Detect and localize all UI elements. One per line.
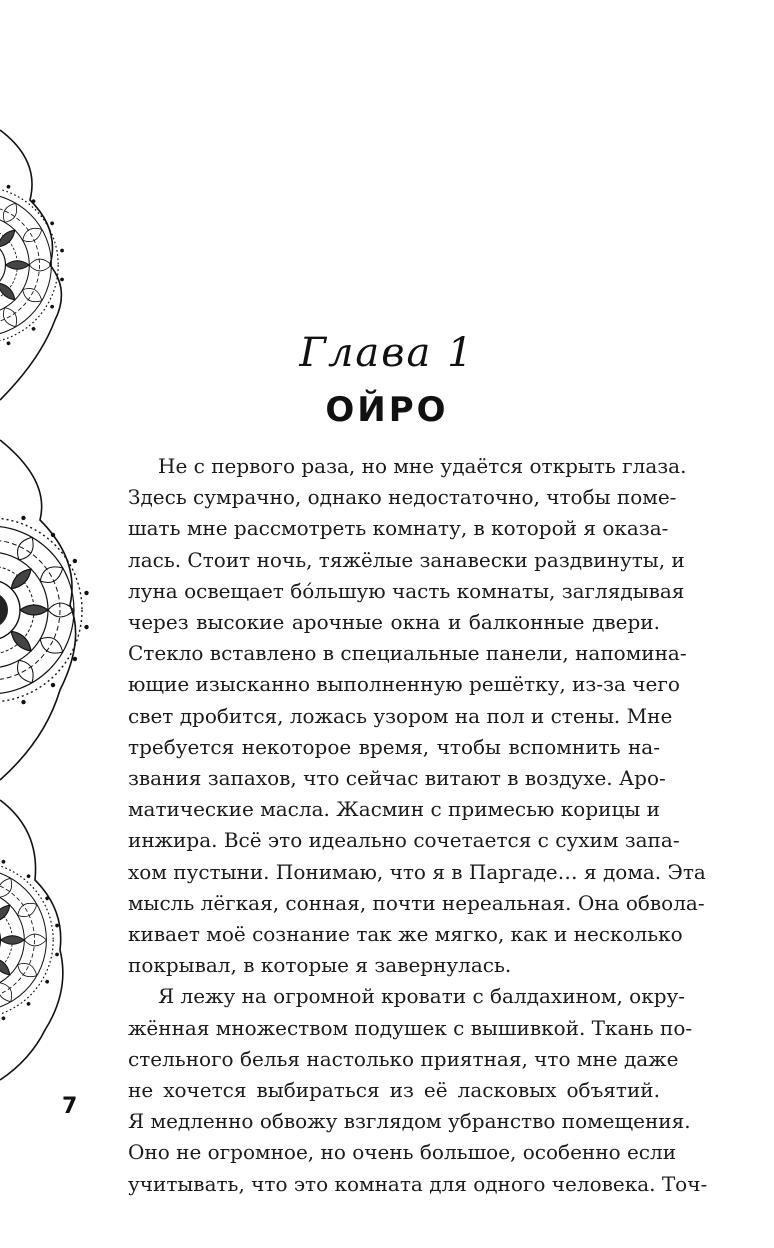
text-line: ющие изысканно выполненную решётку, из-за чего	[128, 672, 680, 697]
text-line: покрывал, в которые я завернулась.	[128, 953, 512, 978]
text-line: Здесь сумрачно, однако недостаточно, чтобы поме-	[128, 485, 677, 510]
text-line: через высокие арочные окна и балконные двери.	[128, 610, 660, 635]
text-line: матические масла. Жасмин с примесью корицы и	[128, 797, 660, 822]
chapter-title: ОЙРО	[325, 390, 449, 430]
text-line: стельного белья настолько приятная, что мне даже	[128, 1046, 679, 1071]
text-line: Я медленно обвожу взглядом убранство помещения.	[128, 1109, 691, 1134]
text-line: свет дробится, ложась узором на пол и стены. Мне	[128, 703, 673, 728]
text-line: жённая множеством подушек с вышивкой. Ткань по-	[128, 1015, 693, 1040]
text-line: требуется некоторое время, чтобы вспомнить на-	[128, 734, 660, 759]
text-line: кивает моё сознание так же мягко, как и несколько	[128, 922, 683, 947]
text-line: хом пустыни. Понимаю, что я в Паргаде… я дома. Эта	[128, 859, 706, 884]
text-line: шать мне рассмотреть комнату, в которой я оказа-	[128, 516, 669, 541]
text-line: луна освещает бо́льшую часть комнаты, заглядывая	[128, 578, 685, 603]
text-line: Стекло вставлено в специальные панели, напомина-	[128, 641, 687, 666]
text-line: лась. Стоит ночь, тяжёлые занавески раздвинуты, и	[128, 547, 685, 572]
text-line: не хочется выбираться из её ласковых объятий.	[128, 1078, 660, 1103]
page-number: 7	[62, 1094, 78, 1119]
text-line: мысль лёгкая, сонная, почти нереальная. Она обвола-	[128, 890, 705, 915]
text-line: Оно не огромное, но очень большое, особенно если	[128, 1140, 677, 1165]
text-line: звания запахов, что сейчас витают в воздухе. Аро-	[128, 766, 666, 791]
mandala-ornament-border	[0, 0, 110, 1248]
text-line: инжира. Всё это идеально сочетается с сухим запа-	[128, 828, 680, 853]
text-line: Я лежу на огромной кровати с балдахином, окру-	[158, 984, 686, 1009]
chapter-label: Глава 1	[299, 330, 475, 376]
body-text	[128, 451, 708, 1200]
text-line: Не с первого раза, но мне удаётся открыть глаза.	[158, 454, 687, 478]
text-line: учитывать, что это комната для одного человека. Точ-	[128, 1171, 708, 1196]
